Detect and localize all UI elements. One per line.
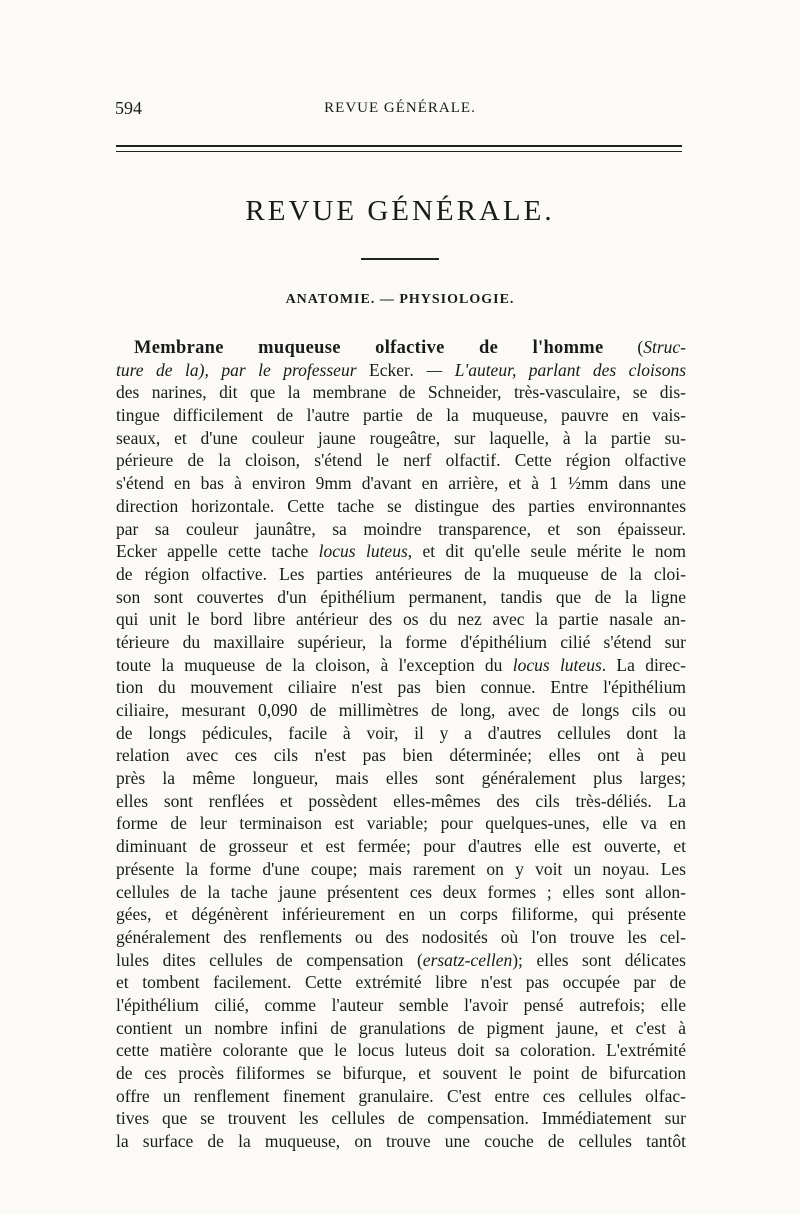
article-text	[116, 359, 686, 1153]
header-rule-thick	[116, 145, 682, 147]
text-segment: son sont couvertes d'un épithélium permanent, tandis que de la ligne	[116, 586, 686, 607]
text-line	[116, 722, 686, 745]
text-line	[116, 881, 686, 904]
text-line	[116, 926, 686, 949]
text-line	[116, 563, 686, 586]
text-segment: par sa couleur jaunâtre, sa moindre transparence, et son épaisseur.	[116, 518, 686, 539]
italic-term: locus luteus	[512, 654, 602, 675]
text-line	[116, 495, 686, 518]
text-line	[116, 949, 686, 972]
title-divider	[361, 258, 439, 260]
text-segment: lules dites cellules de compensation (	[116, 949, 423, 970]
article-title-line	[116, 336, 686, 359]
text-line	[116, 971, 686, 994]
text-segment: diminuant de grosseur et est fermée; pour d'autres elle est ouverte, et	[116, 836, 686, 857]
text-line	[116, 1085, 686, 1108]
text-segment: cellules de la tache jaune présentent ces deux formes ; elles sont allon-	[116, 881, 686, 902]
text-line	[116, 903, 686, 926]
article-title: Membrane muqueuse olfactive de l'homme	[134, 338, 604, 358]
text-line	[116, 449, 686, 472]
text-segment: présente la forme d'une coupe; mais rarement on y voit un noyau. Les	[116, 858, 686, 879]
text-line	[116, 676, 686, 699]
italic-term: . — L'auteur, parlant des cloisons	[409, 359, 686, 380]
text-line	[116, 381, 686, 404]
text-segment: contient un nombre infini de granulations de pigment jaune, et c'est à	[116, 1017, 686, 1038]
text-segment: s'étend en bas à environ 9mm d'avant en arrière, et à 1 ½mm dans une	[116, 473, 686, 494]
text-line	[116, 835, 686, 858]
title-paren-open: (	[603, 337, 644, 357]
italic-term: locus luteus	[318, 541, 408, 562]
text-segment: , et dit qu'elle seule mérite le nom	[407, 541, 686, 562]
text-line	[116, 654, 686, 677]
title-paren-italic: Struc-	[643, 337, 686, 357]
text-segment: Ecker	[369, 359, 410, 380]
text-segment: l'épithélium cilié, comme l'auteur semble l'avoir pensé autrefois; elle	[116, 994, 686, 1015]
text-line	[116, 767, 686, 790]
running-head: REVUE GÉNÉRALE.	[324, 100, 476, 116]
text-segment: offre un renflement finement granulaire. C'est entre ces cellules olfac-	[116, 1085, 686, 1106]
main-title: REVUE GÉNÉRALE.	[245, 195, 555, 227]
text-segment: elles sont renflées et possèdent elles-mêmes des cils très-déliés. La	[116, 790, 686, 811]
italic-term: ), par le professeur	[198, 359, 369, 380]
text-segment: tives que se trouvent les cellules de compensation. Immédiatement sur	[116, 1108, 686, 1129]
article-body	[116, 336, 686, 1153]
header-rule-thin	[116, 151, 682, 152]
text-segment: et tombent facilement. Cette extrémité libre n'est pas occupée par de	[116, 972, 686, 993]
text-line	[116, 1062, 686, 1085]
text-line	[116, 1130, 686, 1153]
text-line	[116, 994, 686, 1017]
text-segment: toute la muqueuse de la cloison, à l'exception du	[116, 654, 513, 675]
page-number: 594	[115, 98, 142, 118]
italic-term: ersatz-cellen	[422, 949, 513, 970]
text-segment: périeure de la cloison, s'étend le nerf olfactif. Cette région olfactive	[116, 450, 686, 471]
text-segment: térieure du maxillaire supérieur, la forme d'épithélium cilié s'étend sur	[116, 631, 686, 652]
text-segment: seaux, et d'une couleur jaune rougeâtre, sur laquelle, à la partie su-	[116, 427, 686, 448]
text-segment: relation avec ces cils n'est pas bien déterminée; elles ont à peu	[116, 745, 686, 766]
text-line	[116, 631, 686, 654]
text-line	[116, 1017, 686, 1040]
section-heading: ANATOMIE. — PHYSIOLOGIE.	[285, 292, 515, 307]
text-line	[116, 699, 686, 722]
text-line	[116, 404, 686, 427]
text-line	[116, 1107, 686, 1130]
text-line	[116, 608, 686, 631]
text-line	[116, 427, 686, 450]
text-segment: généralement des renflements ou des nodosités où l'on trouve les cel-	[116, 926, 686, 947]
text-segment: ciliaire, mesurant 0,090 de millimètres de long, avec de longs cils ou	[116, 700, 686, 720]
text-line	[116, 744, 686, 767]
text-segment: près la même longueur, mais elles sont généralement plus larges;	[116, 768, 686, 789]
text-segment: de longs pédicules, facile à voir, il y a d'autres cellules dont la	[116, 722, 686, 743]
text-line	[116, 790, 686, 813]
text-segment: qui unit le bord libre antérieur des os du nez avec la partie nasale an-	[116, 609, 686, 630]
text-segment: forme de leur terminaison est variable; pour quelques-unes, elle va en	[116, 813, 686, 834]
text-line	[116, 858, 686, 881]
text-line	[116, 586, 686, 609]
text-line	[116, 472, 686, 495]
text-line	[116, 812, 686, 835]
page-header	[115, 98, 685, 122]
text-line	[116, 540, 686, 563]
text-line	[116, 359, 686, 382]
text-segment: tion du mouvement ciliaire n'est pas bien connue. Entre l'épithélium	[116, 677, 686, 698]
text-segment: la surface de la muqueuse, on trouve une couche de cellules tantôt	[116, 1131, 686, 1152]
text-segment: . La direc-	[601, 654, 686, 675]
text-segment: de ces procès filiformes se bifurque, et souvent le point de bifurcation	[116, 1063, 686, 1083]
text-segment: Ecker appelle cette tache	[116, 541, 319, 562]
italic-term: ture de la	[116, 359, 199, 380]
text-segment: tingue difficilement de l'autre partie de la muqueuse, pauvre en vais-	[116, 405, 686, 426]
text-line	[116, 1039, 686, 1062]
text-segment: direction horizontale. Cette tache se distingue des parties environnantes	[116, 495, 686, 516]
text-segment: gées, et dégénèrent inférieurement en un corps filiforme, qui présente	[116, 904, 686, 925]
text-segment: de région olfactive. Les parties antérieures de la muqueuse de la cloi-	[116, 563, 686, 584]
text-segment: ); elles sont délicates	[512, 949, 686, 970]
text-segment: cette matière colorante que le locus luteus doit sa coloration. L'extrémité	[116, 1040, 686, 1061]
text-line	[116, 518, 686, 541]
text-segment: des narines, dit que la membrane de Schneider, très-vasculaire, se dis-	[116, 382, 686, 403]
